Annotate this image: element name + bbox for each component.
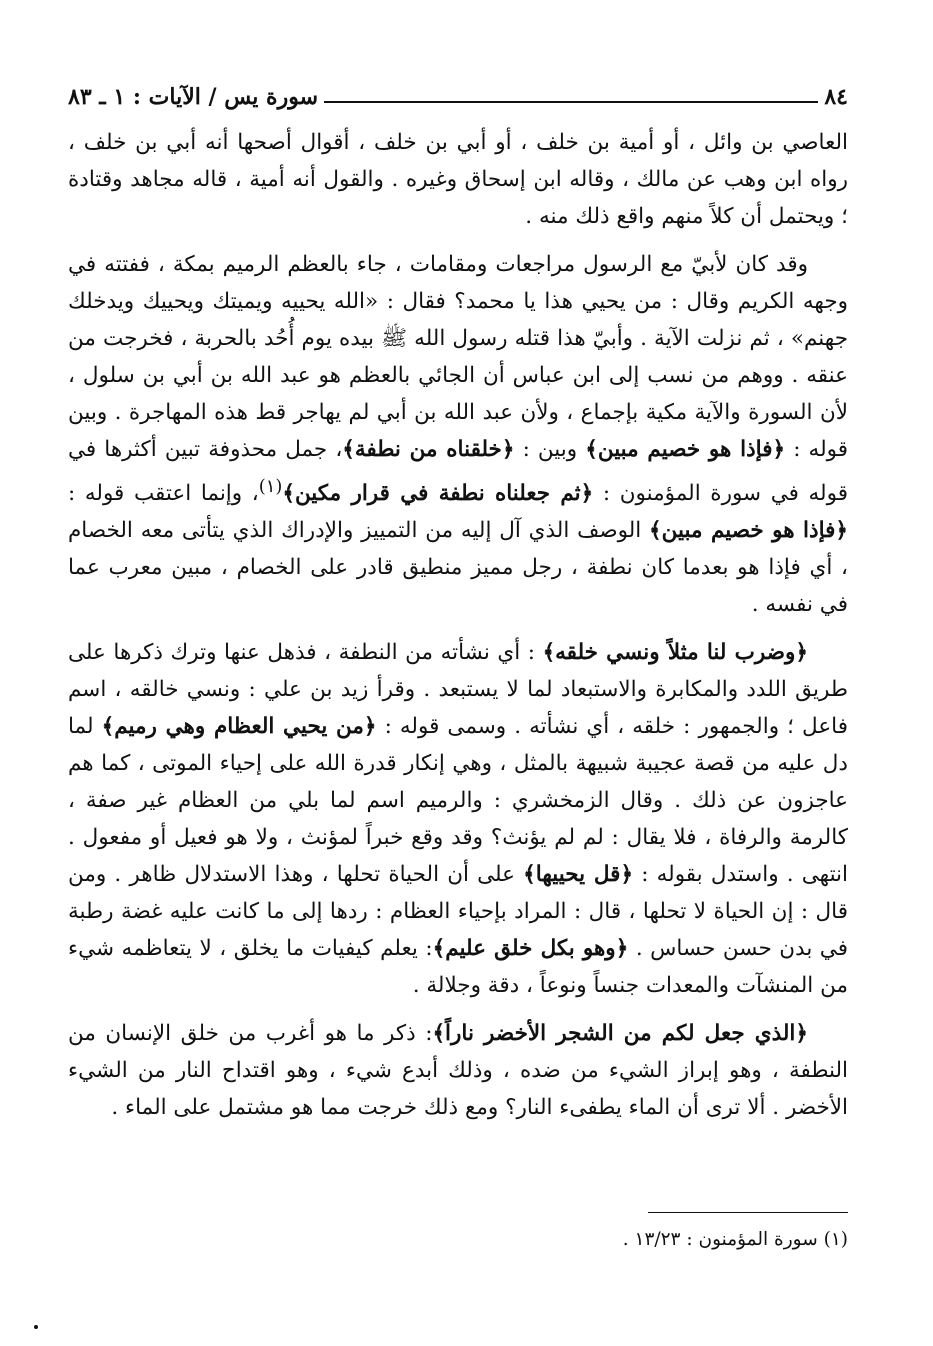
quran-verse-4: ﴿فإذا هو خصيم مبين﴾ xyxy=(649,518,849,544)
footnote xyxy=(68,1226,848,1254)
quran-verse-3: ﴿ثم جعلناه نطفة في قرار مكين﴾ xyxy=(282,481,594,507)
paragraph-4-text: : ذكر ما هو أغرب من خلق الإنسان من النطفة ، وهو إبراز الشيء من ضده ، وذلك أبدع شيء ، وهو اقتداح النار من الشيء الأخضر . ألا ترى أن الماء يطفىء النار؟ ومع ذلك خرجت مما هو مشتمل على الماء . xyxy=(68,1021,848,1121)
page-header xyxy=(68,80,848,114)
paragraph-2-end: الوصف الذي آل إليه من التمييز والإدراك الذي يتأتى معه الخصام ، أي فإذا هو بعدما كان نطفة ، رجل مميز منطيق قادر على الخصام ، مبين معرب عما في نفسه . xyxy=(68,518,848,618)
footnote-rule xyxy=(648,1212,848,1213)
paragraph-4 xyxy=(68,1015,848,1126)
footnote-text: سورة المؤمنون : ١٣/٢٣ . xyxy=(622,1229,818,1250)
footnote-number: (١) xyxy=(823,1229,848,1250)
paragraph-2-between: وبين : xyxy=(522,437,578,462)
paragraph-3-cont: لما دل عليه من قصة عجيبة شبيهة بالمثل ، وهي إنكار قدرة الله على إحياء الموتى ، كما هم عاجزون عن ذلك . وقال الزمخشري : والرميم اسم لما بلي من العظام غير صفة ، كالرمة والرفاة ، فلا يقال : لم لم يؤنث؟ وقد وقع خبراً لمؤنث ، ولا هو فعيل أو مفعول . انتهى . واستدل بقوله : xyxy=(68,714,849,888)
paragraph-2-after-fn: ، وإنما اعتقب قوله : xyxy=(68,481,259,507)
page-number: ٨٤ xyxy=(824,84,848,110)
paragraph-1: العاصي بن وائل ، أو أمية بن خلف ، أو أبي بن خلف ، أقوال أصحها أنه أبي بن خلف ، رواه ابن وهب عن مالك ، وقاله ابن إسحاق وغيره . والقول أنه أمية ، قاله مجاهد وقتادة ؛ ويحتمل أن كلاً منهم واقع ذلك منه . xyxy=(68,130,848,229)
scan-speck xyxy=(34,1325,38,1329)
paragraph-3 xyxy=(68,634,848,1004)
quran-verse-5: ﴿وضرب لنا مثلاً ونسي خلقه﴾ xyxy=(542,640,809,666)
paragraph-2 xyxy=(68,246,848,623)
quran-verse-9: ﴿الذي جعل لكم من الشجر الأخضر ناراً﴾ xyxy=(432,1021,808,1047)
quran-verse-6: ﴿من يحيي العظام وهي رميم﴾ xyxy=(101,714,377,740)
paragraph-3-cont2: على أن الحياة تحلها ، وهذا الاستدلال ظاهر . ومن قال : إن الحياة لا تحلها ، قال : المراد بإحياء العظام : ردها إلى ما كانت عليه غضة رطبة في بدن حسن حساس . xyxy=(68,862,849,962)
quran-verse-7: ﴿قل يحييها﴾ xyxy=(523,862,634,888)
running-title: سورة يس / الآيات : ١ ـ ٨٣ xyxy=(68,84,319,110)
paragraph-2-text: وقد كان لأبيّ مع الرسول مراجعات ومقامات ، جاء بالعظم الرميم بمكة ، ففتته في وجهه الكريم وقال : من يحيي هذا يا محمد؟ فقال : «الله يحييه ويميتك ويحييك ويدخلك جهنم» ، ثم نزلت الآية . وأبيّ هذا قتله رسول الله ﷺ بيده يوم أُحُد بالحربة ، فخرجت من عنقه . ووهم من نسب إلى ابن عباس أن الجائي بالعظم هو عبد الله بن أبي بن سلول ، لأن السورة والآية مكية بإجماع ، ولأن عبد الله بن أبي لم يهاجر قط هذه المهاجرة . وبين قوله : xyxy=(68,252,849,462)
paragraph-2-after: ، جمل محذوفة تبين أكثرها في قوله في سورة المؤمنون : xyxy=(68,437,848,507)
footnote-marker: (١) xyxy=(258,476,283,497)
quran-verse-2: ﴿خلقناه من نطفة﴾ xyxy=(342,437,515,462)
quran-verse-8: ﴿وهو بكل خلق عليم﴾ xyxy=(432,936,629,962)
paragraph-3-end: : يعلم كيفيات ما يخلق ، لا يتعاظمه شيء من المنشآت والمعدات جنساً ونوعاً ، دقة وجلالة . xyxy=(68,936,848,999)
body-text xyxy=(68,124,848,1137)
header-rule xyxy=(324,101,818,103)
quran-verse-1: ﴿فإذا هو خصيم مبين﴾ xyxy=(585,437,786,462)
paragraph-3-text: : أي نشأته من النطفة ، فذهل عنها وترك ذكرها على طريق اللدد والمكابرة والاستبعاد لما لا يستبعد . وقرأ زيد بن علي : ونسي خالقه ، اسم فاعل ؛ والجمهور : خلقه ، أي نشأته . وسمى قوله : xyxy=(68,640,848,740)
